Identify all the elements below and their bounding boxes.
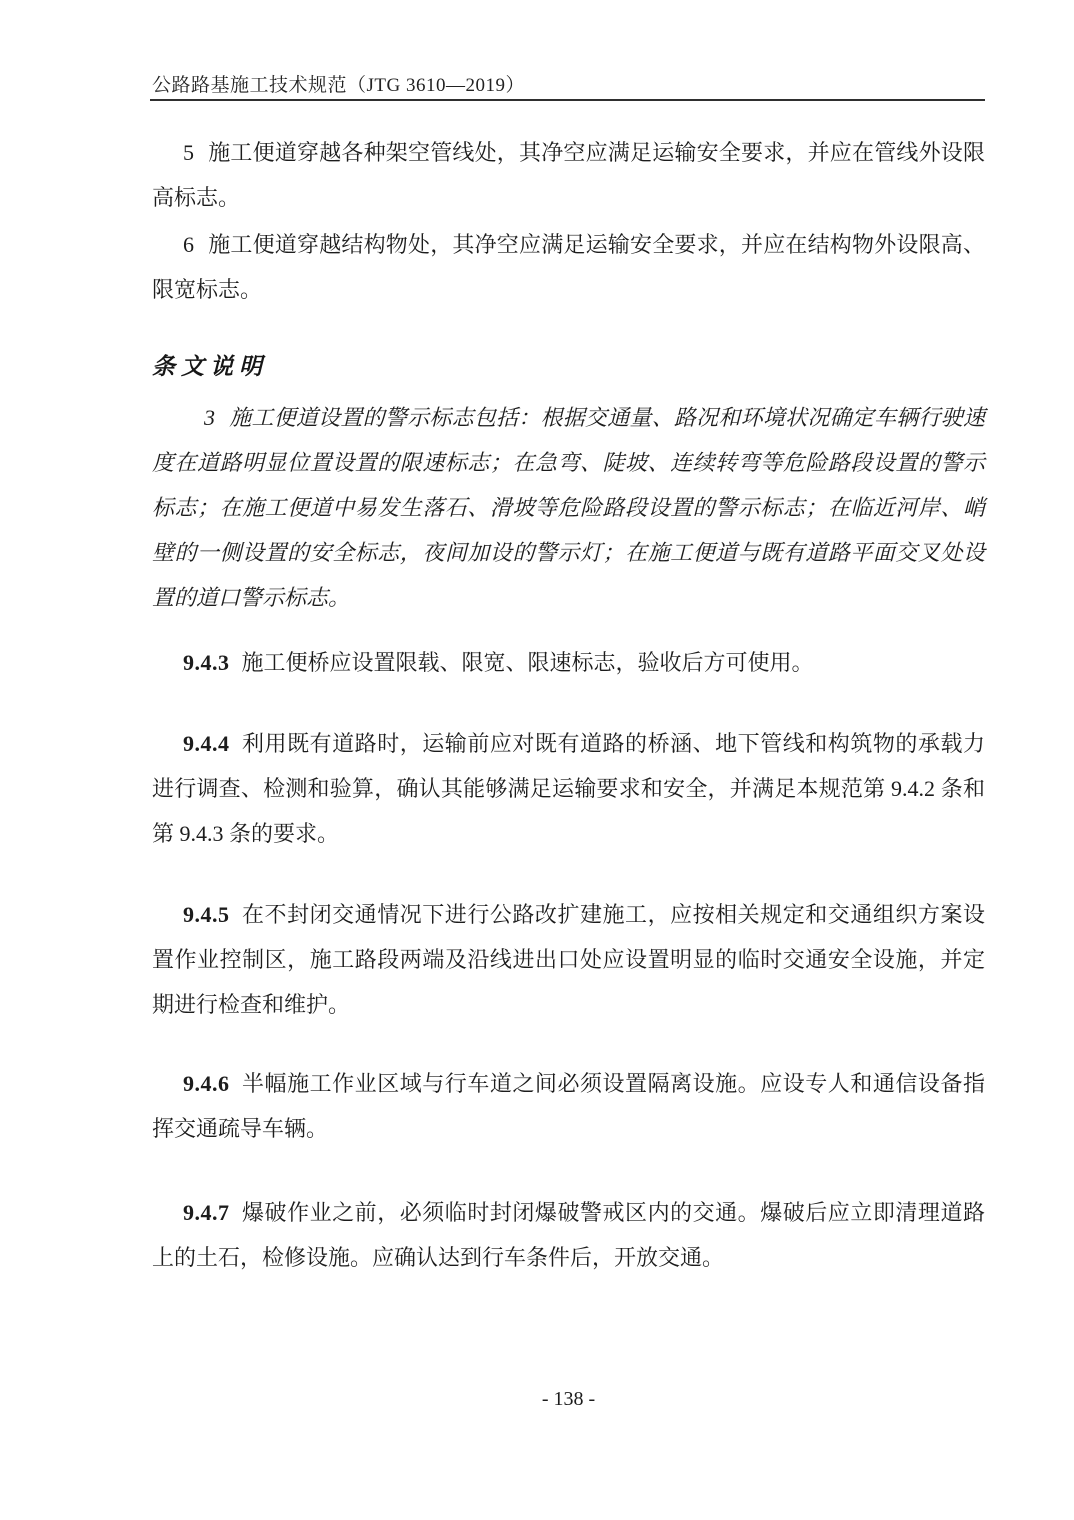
page-content: [152, 0, 985, 1520]
commentary-item-number: 3: [204, 405, 215, 430]
clause-9-4-7: [152, 1190, 985, 1280]
clause-number: 9.4.3: [183, 650, 230, 675]
clause-text: 利用既有道路时，运输前应对既有道路的桥涵、地下管线和构筑物的承载力进行调查、检测和验算，确认其能够满足运输要求和安全，并满足本规范第 9.4.2 条和第 9.4.3 条的要求。: [152, 731, 985, 846]
clause-9-4-4: [152, 721, 985, 856]
clause-text: 在不封闭交通情况下进行公路改扩建施工，应按相关规定和交通组织方案设置作业控制区，施工路段两端及沿线进出口处应设置明显的临时交通安全设施，并定期进行检查和维护。: [152, 902, 985, 1017]
clause-text: 爆破作业之前，必须临时封闭爆破警戒区内的交通。爆破后应立即清理道路上的土石，检修设施。应确认达到行车条件后，开放交通。: [152, 1200, 985, 1270]
clause-number: 9.4.5: [183, 902, 230, 927]
item-text: 施工便道穿越结构物处，其净空应满足运输安全要求，并应在结构物外设限高、限宽标志。: [152, 232, 985, 302]
clause-9-4-3: [152, 640, 985, 685]
page-number: - 138 -: [541, 1388, 596, 1410]
running-header-title: 公路路基施工技术规范（JTG 3610—2019）: [152, 75, 525, 96]
item-text: 施工便道穿越各种架空管线处，其净空应满足运输安全要求，并应在管线外设限高标志。: [152, 140, 985, 210]
clause-number: 9.4.4: [183, 731, 230, 756]
commentary-item-3: [152, 395, 985, 620]
item-number: 5: [183, 140, 194, 165]
clause-number: 9.4.6: [183, 1071, 230, 1096]
clause-9-4-6: [152, 1061, 985, 1151]
clause-text: 施工便桥应设置限载、限宽、限速标志，验收后方可使用。: [241, 650, 814, 675]
commentary-text: 施工便道设置的警示标志包括：根据交通量、路况和环境状况确定车辆行驶速度在道路明显位置设置的限速标志；在急弯、陡坡、连续转弯等危险路段设置的警示标志；在施工便道中易发生落石、滑坡等危险路段设置的警示标志；在临近河岸、峭壁的一侧设置的安全标志，夜间加设的警示灯；在施工便道与既有道路平面交叉处设置的道口警示标志。: [152, 405, 985, 610]
clause-9-4-5: [152, 892, 985, 1027]
commentary-section-heading: 条文说明: [152, 354, 268, 379]
item-number: 6: [183, 232, 194, 257]
numbered-item-6: [152, 222, 985, 312]
clause-number: 9.4.7: [183, 1200, 230, 1225]
clause-text: 半幅施工作业区域与行车道之间必须设置隔离设施。应设专人和通信设备指挥交通疏导车辆。: [152, 1071, 985, 1141]
numbered-item-5: [152, 130, 985, 220]
